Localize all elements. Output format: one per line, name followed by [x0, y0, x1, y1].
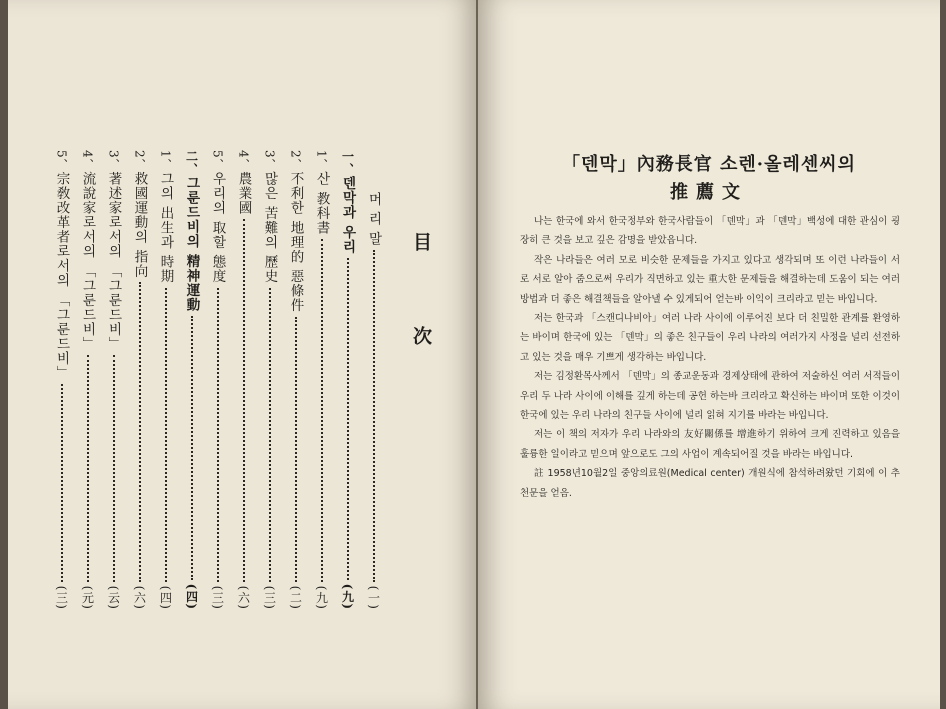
toc-entry — [314, 150, 328, 610]
toc-entry-title: 宗敎改革者로서의 「그룬드비」 — [53, 171, 70, 380]
toc-entry-title: 救國運動의 指向 — [131, 171, 148, 279]
toc-entry-title: 流說家로서의 「그룬드비」 — [79, 171, 96, 351]
toc-entry — [132, 150, 146, 610]
toc-entry — [288, 150, 302, 610]
toc-entry — [210, 150, 224, 610]
paragraph: 나는 한국에 와서 한국정부와 한국사람들이 「덴막」과 「덴막」백성에 대한 관심이 굉장히 큰 것을 보고 깊은 감명을 받았읍니다. — [520, 216, 900, 247]
toc-entry-title: 머 리 말 — [365, 192, 382, 247]
toc-leader-dots — [87, 355, 89, 582]
toc-entry-page: (三) — [210, 585, 225, 610]
toc-entry-title: 산 教科書 — [313, 171, 330, 235]
toc-entry — [262, 150, 276, 610]
recommendation-body — [520, 212, 900, 503]
toc-entry-number: 3、 — [262, 150, 277, 172]
toc-entry-page: (六) — [236, 585, 251, 610]
paragraph: 작은 나라들은 여러 모로 비슷한 문제들을 가지고 있다고 생각되며 또 이런 나라들이 서로 서로 알아 줌으로써 우리가 직면하고 있는 重大한 문제들을 해결하는데 도움이 되는 여러 방법과 더 좋은 해결책들을 알아낼 수 있게되어 얻는바 이익이 크리라고 믿는 바입니다. — [520, 254, 900, 305]
toc-entry — [236, 150, 250, 610]
footnote: 註 1958년10월2일 중앙의료원(Medical center) 개원식에 참석하려왔던 기회에 이 추천문을 얻음. — [520, 468, 900, 499]
toc-entry — [340, 150, 354, 610]
toc-entry — [54, 150, 68, 610]
toc-entry-number: 3、 — [106, 150, 121, 172]
toc-entry-number: 1、 — [158, 150, 173, 172]
toc-entry-number: 一、 — [340, 150, 355, 176]
toc-entry-title: 不利한 地理的 惡條件 — [287, 171, 304, 313]
toc-leader-dots — [61, 384, 63, 582]
recommendation-subtitle: 推薦文 — [670, 182, 748, 203]
toc-entry-number: 2、 — [132, 150, 147, 172]
toc-entry-page: (二) — [288, 585, 303, 610]
toc-entry-page: (云) — [106, 585, 121, 610]
toc-entry-page: (九) — [314, 585, 329, 610]
toc-entry-number: 5、 — [54, 150, 69, 172]
toc-entry-page: (三) — [54, 585, 69, 610]
toc-page — [8, 0, 478, 709]
toc-entry — [366, 192, 380, 610]
toc-entry — [80, 150, 94, 610]
toc-leader-dots — [139, 282, 141, 581]
paragraph: 저는 한국과 「스캔디나비아」여러 나라 사이에 이루어진 보다 더 친밀한 관계를 환영하는 바이며 한국에 있는 「덴막」의 좋은 친구들이 우리 나라의 여러가지 사정을 널리 선전하고 있는 것을 매우 기쁘게 생각하는 바입니다. — [520, 313, 900, 363]
book-edge-left — [0, 0, 8, 709]
toc-leader-dots — [321, 239, 323, 582]
toc-entry-page: (元) — [80, 585, 95, 610]
toc-entry-number: 1、 — [314, 150, 329, 172]
toc-entry-number: 4、 — [236, 150, 251, 172]
toc-entry-title: 그의 出生과 時期 — [157, 171, 174, 284]
toc-leader-dots — [295, 317, 297, 582]
toc-leader-dots — [113, 355, 115, 582]
toc-leader-dots — [217, 288, 219, 582]
recommendation-page — [478, 0, 940, 709]
toc-entry-page: (一) — [366, 585, 381, 610]
toc-entry-number: 5、 — [210, 150, 225, 172]
paragraph: 저는 이 책의 저자가 우리 나라와의 友好關係를 增進하기 위하여 크게 진력하고 있음을 훌륭한 일이라고 믿으며 앞으로도 그의 사업이 계속되어질 것을 바라는 바입니다. — [520, 429, 900, 460]
toc-leader-dots — [191, 316, 193, 579]
toc-leader-dots — [165, 288, 167, 582]
toc-entry-page: (六) — [132, 585, 147, 610]
toc-entry-page: (三) — [262, 585, 277, 610]
toc-entry — [158, 150, 172, 610]
toc-entry-title: 덴막과 우리 — [339, 176, 356, 255]
toc-leader-dots — [243, 219, 245, 581]
toc-entry — [106, 150, 120, 610]
toc-entry — [184, 150, 198, 610]
paragraph: 저는 김정환목사께서 「덴막」의 종교운동과 경제상태에 관하여 저술하신 여러 서적들이 우리 두 나라 사이에 이해를 깊게 하는데 공헌 하는바 크리라고 확신하는 바이며 또한 이것이 한국에 있는 우리 나라의 친구들 사이에 널리 읽혀 지기를 바라는 바입니다. — [520, 371, 900, 422]
toc-entry-page: (四) — [158, 585, 173, 610]
toc-leader-dots — [269, 288, 271, 582]
toc-leader-dots — [347, 258, 349, 579]
recommendation-title: 「덴막」內務長官 소렌·올레센씨의 — [561, 154, 857, 175]
toc-entry-page: (四) — [184, 583, 199, 610]
toc-heading: 目 次 — [410, 232, 432, 379]
toc-entry-title: 著述家로서의 「그룬드비」 — [105, 171, 122, 351]
toc-entry-title: 우리의 取할 態度 — [209, 171, 226, 284]
toc-entry-number: 4、 — [80, 150, 95, 172]
toc-entry-title: 그룬드비의 精神運動 — [183, 176, 200, 313]
toc-entry-number: 二、 — [184, 150, 199, 176]
toc-leader-dots — [373, 250, 375, 582]
toc-entry-title: 農業國 — [235, 171, 252, 216]
toc-entry-title: 많은 苦難의 歷史 — [261, 171, 278, 284]
toc-entry-number: 2、 — [288, 150, 303, 172]
toc-entry-page: (九) — [340, 583, 355, 610]
